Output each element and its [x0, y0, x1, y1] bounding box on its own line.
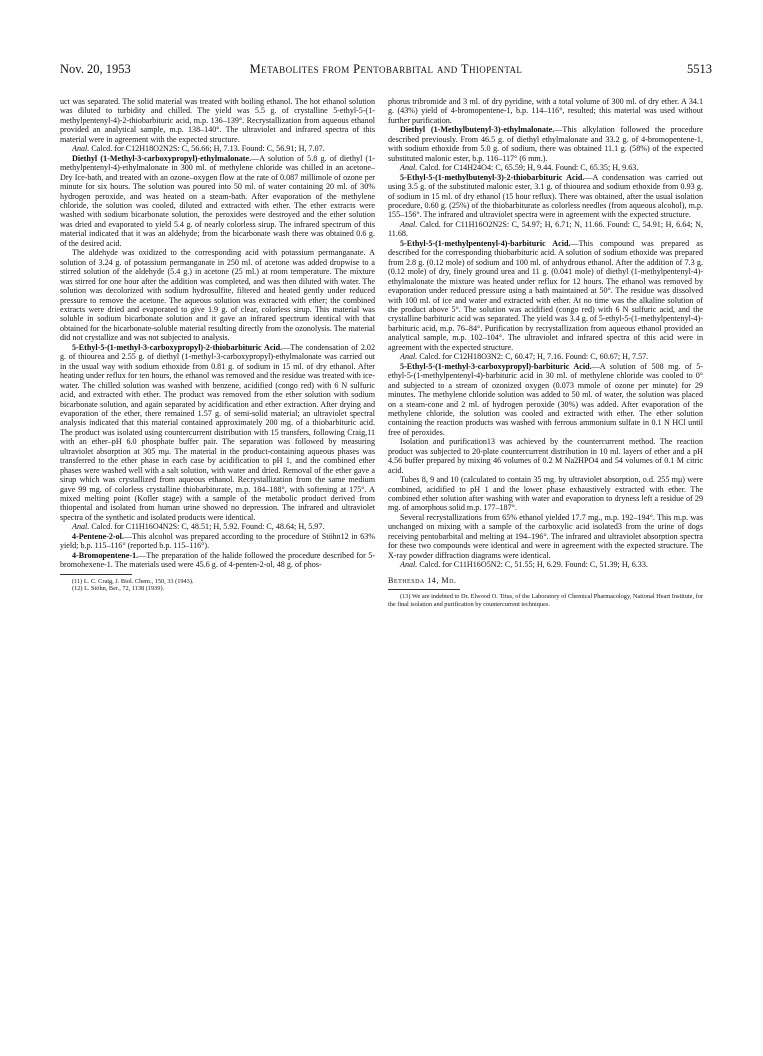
paragraph-text: Calcd. for C11H16O5N2: C, 51.55; H, 6.29. Found: C, 51.39; H, 6.33.: [417, 560, 648, 570]
section-heading: 5-Ethyl-5-(1-methyl-3-carboxypropyl)-2-thiobarbituric Acid.: [72, 342, 283, 352]
paragraph-text: phorus tribromide and 3 ml. of dry pyridine, with a total volume of 300 ml. of dry ether. A 34.1 g. (43%) yield of 4-bromopentene-1, b.p. 114–116°, resulted; this material was used without further purification.: [388, 97, 703, 125]
paragraph: [60, 551, 375, 570]
paragraph: [388, 560, 703, 569]
analysis-label: Anal.: [400, 219, 418, 229]
paragraph: [60, 343, 375, 523]
paragraph-text: The aldehyde was oxidized to the corresponding acid with potassium permanganate. A solution of 3.24 g. of potassium permanganate in 250 ml. of acetone was added dropwise to a stirred solution of the aldehyde (5.4 g.) in acetone (25 ml.) at room temperature. The mixture was stirred for one hour after the addition was completed, and was then diluted with water. The solution was decolorized with sodium hydrosulfite, filtered and heated gently under reduced pressure to remove the acetone. The aqueous solution was extracted with ether; the combined extracts were dried and evaporated to give 1.9 g. of clear, colorless sirup. This material was soluble in sodium bicarbonate solution and it gave an infrared spectrum identical with that obtained for the bicarbonate-soluble material resulting directly from the ozonolysis. The material did not crystallize and was not subjected to analysis.: [60, 248, 375, 343]
running-header: [60, 62, 712, 78]
footnote: (12) L. Stöhn, Ber., 72, 1138 (1939).: [72, 585, 165, 593]
paragraph: [388, 239, 703, 352]
paragraph-text: —The preparation of the halide followed the procedure described for 5-bromohexene-1. The materials used were 45.6 g. of 4-penten-2-ol, 48 g. of phos-: [60, 550, 375, 570]
paragraph-text: —A solution of 5.8 g. of diethyl (1-methylpentenyl-4)-ethylmalonate in 300 ml. of methylene chloride was chilled in an acetone–Dry Ice-bath, and treated with an ozone–oxygen flow at the rate of 0.087 millimole of ozone per minute for six hours. The solution was poured into 50 ml. of water containing 20 ml. of 30% hydrogen peroxide, and was heated on a steam-bath. After evaporation of the methylene chloride, the solution was cooled, diluted and extracted with ether. The ether extracts were washed with sodium bicarbonate solution, the peroxides were destroyed and the ether solution was dried and evaporated to yield 5.4 g. of nearly colorless sirup. The infrared spectrum of this material indicated that it was an aldehyde; from the bicarbonate wash there was obtained 0.6 g. of the desired acid.: [60, 153, 375, 248]
left-column: [60, 97, 375, 1042]
paragraph: [60, 154, 375, 249]
paragraph-text: Calcd. for C11H16O2N2S: C, 54.97; H, 6.71; N, 11.66. Found: C, 54.91; H, 6.64; N, 11.68.: [388, 219, 703, 239]
paragraph: [388, 437, 703, 475]
paragraph: [388, 173, 703, 220]
paragraph-text: Isolation and purification13 was achieved by the countercurrent method. The reaction product was subjected to 20-plate countercurrent distribution in 10 ml. layers of ether and a pH 4.56 buffer prepared by mixing 46 volumes of 0.2 M Na2HPO4 and 54 volumes of 0.1 M citric acid.: [388, 437, 703, 475]
paragraph: [388, 97, 703, 125]
paragraph-text: —This alkylation followed the procedure described previously. From 46.5 g. of diethyl ethylmalonate and 33.2 g. of 4-bromopentene-1, with sodium ethoxide from 5.0 g. of sodium, there was obtained 11.1 g. (58%) of the expected substituted malonic ester, b.p. 116–117° (6 mm.).: [388, 125, 703, 163]
paragraph-text: uct was separated. The solid material was treated with boiling ethanol. The hot ethanol solution was diluted to turbidity and chilled. The yield was 5.5 g. of crystalline 5-ethyl-5-(1-methylpentenyl-4)-2-thiobarbituric acid, m.p. 136–139°. Recrystallization from aqueous ethanol provided an analytical sample, m.p. 138–140°. The ultraviolet and infrared spectra of this material were in agreement with the expected structure.: [60, 97, 375, 144]
paragraph: [388, 352, 703, 361]
paragraph: [60, 532, 375, 551]
analysis-label: Anal.: [72, 522, 90, 532]
author-location: Bethesda 14, Md.: [388, 575, 457, 585]
section-heading: 4-Bromopentene-1.: [72, 550, 139, 560]
section-heading: Diethyl (1-Methyl-3-carboxypropyl)-ethylmalonate.: [72, 153, 252, 163]
footnote: (13) We are indebted to Dr. Elwood O. Titus, of the Laboratory of Chemical Pharmacology, National Heart Institute, for the final isolation and purification by countercurrent techniques.: [388, 593, 703, 608]
paragraph-text: —A condensation was carried out using 3.5 g. of the substituted malonic ester, 3.1 g. of thiourea and sodium ethoxide from 0.93 g. of sodium in 15 ml. of dry ethanol (15 hour reflux). There was obtained, after the usual isolation procedure, 0.60 g. (25%) of the thiobarbiturate as colorless needles (from aqueous alcohol), m.p. 155–156°. The infrared and ultraviolet spectra were in agreement with the expected structure.: [388, 172, 703, 220]
footnote: (11) L. C. Craig, J. Biol. Chem., 150, 33 (1943).: [72, 577, 194, 585]
paragraph: [60, 144, 375, 153]
footnote-rule: [60, 574, 132, 575]
header-title: Metabolites from Pentobarbital and Thiopental: [249, 62, 523, 76]
analysis-label: Anal.: [72, 144, 90, 154]
paragraph-text: Several recrystallizations from 65% ethanol yielded 17.7 mg., m.p. 192–194°. This m.p. was unchanged on mixing with a sample of the carboxylic acid isolated3 from the urine of dogs receiving pentobarbital and melting at 194–196°. The infrared and ultraviolet absorption spectra for these two compounds were identical and were in agreement with the expected structure. The X-ray powder diffraction diagrams were identical.: [388, 512, 703, 560]
paragraph-text: —This compound was prepared as described for the corresponding thiobarbituric acid. A solution of sodium ethoxide was prepared from 2.8 g. (0.12 mole) of sodium and 100 ml. of anhydrous ethanol. After the addition of 7.3 g. (0.12 mole) of dry, finely ground urea and 11 g. (0.041 mole) of diethyl (1-methylpentenyl-4)-ethylmalonate the mixture was heated under reflux for 12 hours. The ethanol was removed by evaporation under reduced pressure using a bath maintained at 50°. The residue was dissolved with 100 ml. of ice and water and extracted with ether. At no time was the alkaline solution of the product above 5°. The solution was acidified (congo red) with 6 N sulfuric acid, and the crystalline barbituric acid was separated. The yield was 3.4 g. of 5-ethyl-5-(1-methylpentenyl-4)-barbituric acid, m.p. 76–84°. Purification by recrystallization from aqueous ethanol provided an analytical sample, m.p. 102–104°. The ultraviolet and infrared spectra of this acid were in agreement with the expected structure.: [388, 238, 703, 352]
header-date: Nov. 20, 1953: [60, 62, 131, 76]
right-column: [388, 97, 703, 1042]
analysis-label: Anal.: [400, 560, 418, 570]
paragraph-text: —A solution of 508 mg. of 5-ethyl-5-(1-methylpentenyl-4)-barbituric acid in 30 ml. of methylene chloride was cooled to 0° and subjected to a stream of ozonized oxygen (0.073 mmole of ozone per minute) for 29 minutes. The methylene chloride solution was added to 50 ml. of water, the solution was placed on a steam-cone and 2 ml. of hydrogen peroxide (30%) was added. After evaporation of the methylene chloride, the solution was cooled and extracted with ether. The ether solution containing the reaction products was washed with ferrous ammonium sulfate in 0.1 N HCl until free of peroxides.: [388, 361, 703, 437]
section-heading: 5-Ethyl-5-(1-methylpentenyl-4)-barbituric Acid.: [400, 238, 571, 248]
section-heading: 5-Ethyl-5-(1-methylbutenyl-3)-2-thiobarbituric Acid.: [400, 172, 585, 182]
paragraph-text: Calcd. for C12H18O2N2S: C, 56.66; H, 7.13. Found: C, 56.91; H, 7.07.: [89, 144, 325, 154]
paragraph: [60, 522, 375, 531]
paragraph: [60, 248, 375, 343]
paragraph: [388, 475, 703, 513]
paragraph-text: Calcd. for C12H18O3N2: C, 60.47; H, 7.16. Found: C, 60.67; H, 7.57.: [417, 352, 649, 362]
paragraph-text: Calcd. for C11H16O4N2S: C, 48.51; H, 5.92. Found: C, 48.64; H, 5.97.: [89, 522, 325, 532]
paragraph-text: Calcd. for C14H24O4: C, 65.59; H, 9.44. Found: C, 65.35; H, 9.63.: [417, 163, 639, 173]
paragraph: [388, 513, 703, 560]
paragraph-text: —The condensation of 2.02 g. of thiourea and 2.55 g. of diethyl (1-methyl-3-carboxypropyl)-ethylmalonate was carried out in the usual way with sodium ethoxide from 0.81 g. of sodium in 15 ml. of dry ethanol. After heating under reflux for ten hours, the ethanol was removed and the residue was treated with ice-water. The chilled solution was washed with benzene, acidified (congo red) with 6 N sulfuric acid, and extracted with ether. The product was removed from the ether solution with sodium bicarbonate solution, and again separated by acidification and ether extraction. After drying and evaporation of the ether, there remained 1.57 g. of semi-solid material; an ultraviolet spectral analysis indicated that this material contained approximately 200 mg. of a thiobarbituric acid. The product was isolated using countercurrent distribution with 15 transfers, following Craig,11 with an ether–pH 6.0 phosphate buffer pair. The separation was followed by measuring ultraviolet absorption at 305 mμ. The material in the product-containing aqueous phases was transferred to the ether phase in each case by acidification to pH 1, and the combined ether phases were washed well with a salt solution, with water and dried. Removal of the ether gave a sirup which was crystallized from aqueous ethanol. Recrystallization from the same medium gave 99 mg. of colorless crystalline thiobarbiturate, m.p. 184–188°, with softening at 175°. A mixed melting point (Kofler stage) with a sample of the metabolic product derived from thiopental and isolated from human urine showed no depression. The infrared and ultraviolet spectra of the synthetic and isolated products were identical.: [60, 342, 375, 522]
section-heading: 4-Pentene-2-ol.: [72, 531, 124, 541]
paragraph: [60, 97, 375, 144]
footnote-rule: [388, 589, 460, 590]
paragraph: [388, 220, 703, 239]
paragraph: [388, 163, 703, 172]
analysis-label: Anal.: [400, 163, 418, 173]
section-heading: 5-Ethyl-5-(1-methyl-3-carboxypropyl)-barbituric Acid.: [400, 361, 592, 371]
analysis-label: Anal.: [400, 352, 418, 362]
paragraph: [388, 362, 703, 438]
header-page-number: 5513: [687, 62, 712, 76]
paragraph-text: Tubes 8, 9 and 10 (calculated to contain 35 mg. by ultraviolet absorption, o.d. 255 mμ) were combined, acidified to pH 1 and the lower phase exhaustively extracted with ether. The combined ether solution after washing with water and evaporation to dryness left a residue of 29 mg. of amorphous solid m.p. 177–187°.: [388, 475, 703, 513]
section-heading: Diethyl (1-Methylbutenyl-3)-ethylmalonate.: [400, 125, 555, 135]
paragraph: [388, 125, 703, 163]
paragraph-text: —This alcohol was prepared according to the procedure of Stöhn12 in 63% yield; b.p. 115–116° (reported b.p. 115–116°).: [60, 531, 375, 551]
